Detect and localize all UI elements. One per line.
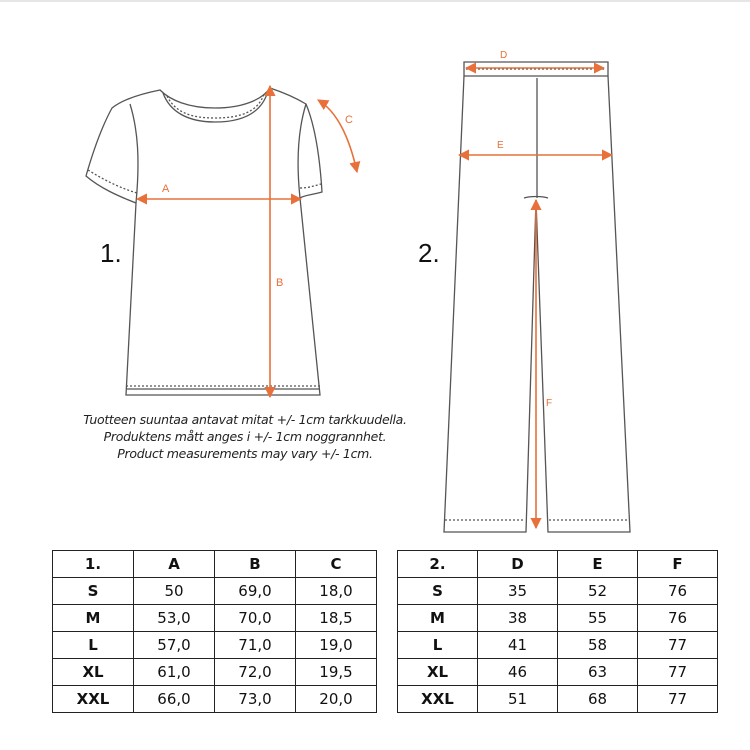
table-header-cell: D (478, 551, 558, 578)
table-cell: 52 (558, 578, 638, 605)
note-line-en: Product measurements may vary +/- 1cm. (117, 446, 373, 461)
table-cell: 46 (478, 659, 558, 686)
table-row (398, 686, 718, 713)
size-label: XL (53, 659, 134, 686)
table-header-row (53, 551, 377, 578)
note-line-sv: Produktens mått anges i +/- 1cm noggrannhet. (103, 429, 387, 444)
table-cell: 69,0 (215, 578, 296, 605)
table-row (53, 578, 377, 605)
label-f: F (546, 398, 553, 409)
figure-number-1: 1. (100, 238, 122, 268)
label-c: C (345, 114, 353, 126)
table-row (398, 605, 718, 632)
measurement-note (60, 411, 430, 462)
size-table-1 (52, 550, 377, 713)
size-label: L (398, 632, 478, 659)
trousers-outline-icon (444, 62, 630, 532)
table-cell: 76 (638, 578, 718, 605)
table-cell: 19,5 (296, 659, 377, 686)
table-row (53, 605, 377, 632)
table-cell: 71,0 (215, 632, 296, 659)
size-table-2 (397, 550, 718, 713)
table-cell: 18,0 (296, 578, 377, 605)
table-cell: 35 (478, 578, 558, 605)
table-cell: 70,0 (215, 605, 296, 632)
table-cell: 18,5 (296, 605, 377, 632)
table-header-cell: C (296, 551, 377, 578)
table-cell: 51 (478, 686, 558, 713)
size-label: S (398, 578, 478, 605)
table-cell: 68 (558, 686, 638, 713)
size-label: S (53, 578, 134, 605)
table-row (398, 578, 718, 605)
table-header-row (398, 551, 718, 578)
measure-arrows-2 (459, 68, 612, 528)
size-label: L (53, 632, 134, 659)
label-e: E (497, 140, 504, 151)
label-d: D (500, 50, 508, 61)
size-label: M (398, 605, 478, 632)
table-row (398, 632, 718, 659)
table-cell: 77 (638, 659, 718, 686)
label-a: A (162, 183, 170, 195)
measure-arrows-1 (137, 86, 357, 397)
table-header-cell: F (638, 551, 718, 578)
table-row (398, 659, 718, 686)
table-header-cell: E (558, 551, 638, 578)
table-cell: 58 (558, 632, 638, 659)
table-header-cell: 1. (53, 551, 134, 578)
size-label: M (53, 605, 134, 632)
figure-number-2: 2. (418, 238, 440, 268)
table-cell: 20,0 (296, 686, 377, 713)
table-row (53, 686, 377, 713)
arrow-c (318, 100, 357, 172)
table-cell: 53,0 (134, 605, 215, 632)
table-cell: 38 (478, 605, 558, 632)
size-label: XXL (398, 686, 478, 713)
table-header-cell: A (134, 551, 215, 578)
table-cell: 55 (558, 605, 638, 632)
table-cell: 73,0 (215, 686, 296, 713)
table-cell: 61,0 (134, 659, 215, 686)
table-header-cell: B (215, 551, 296, 578)
table-cell: 19,0 (296, 632, 377, 659)
table-cell: 76 (638, 605, 718, 632)
table-row (53, 632, 377, 659)
table-cell: 50 (134, 578, 215, 605)
label-b: B (276, 277, 284, 289)
table-cell: 41 (478, 632, 558, 659)
table-cell: 63 (558, 659, 638, 686)
table-cell: 77 (638, 632, 718, 659)
table-cell: 57,0 (134, 632, 215, 659)
size-label: XXL (53, 686, 134, 713)
size-label: XL (398, 659, 478, 686)
table-cell: 72,0 (215, 659, 296, 686)
table-row (53, 659, 377, 686)
table-cell: 77 (638, 686, 718, 713)
table-cell: 66,0 (134, 686, 215, 713)
note-line-fi: Tuotteen suuntaa antavat mitat +/- 1cm tarkkuudella. (83, 412, 407, 427)
table-header-cell: 2. (398, 551, 478, 578)
